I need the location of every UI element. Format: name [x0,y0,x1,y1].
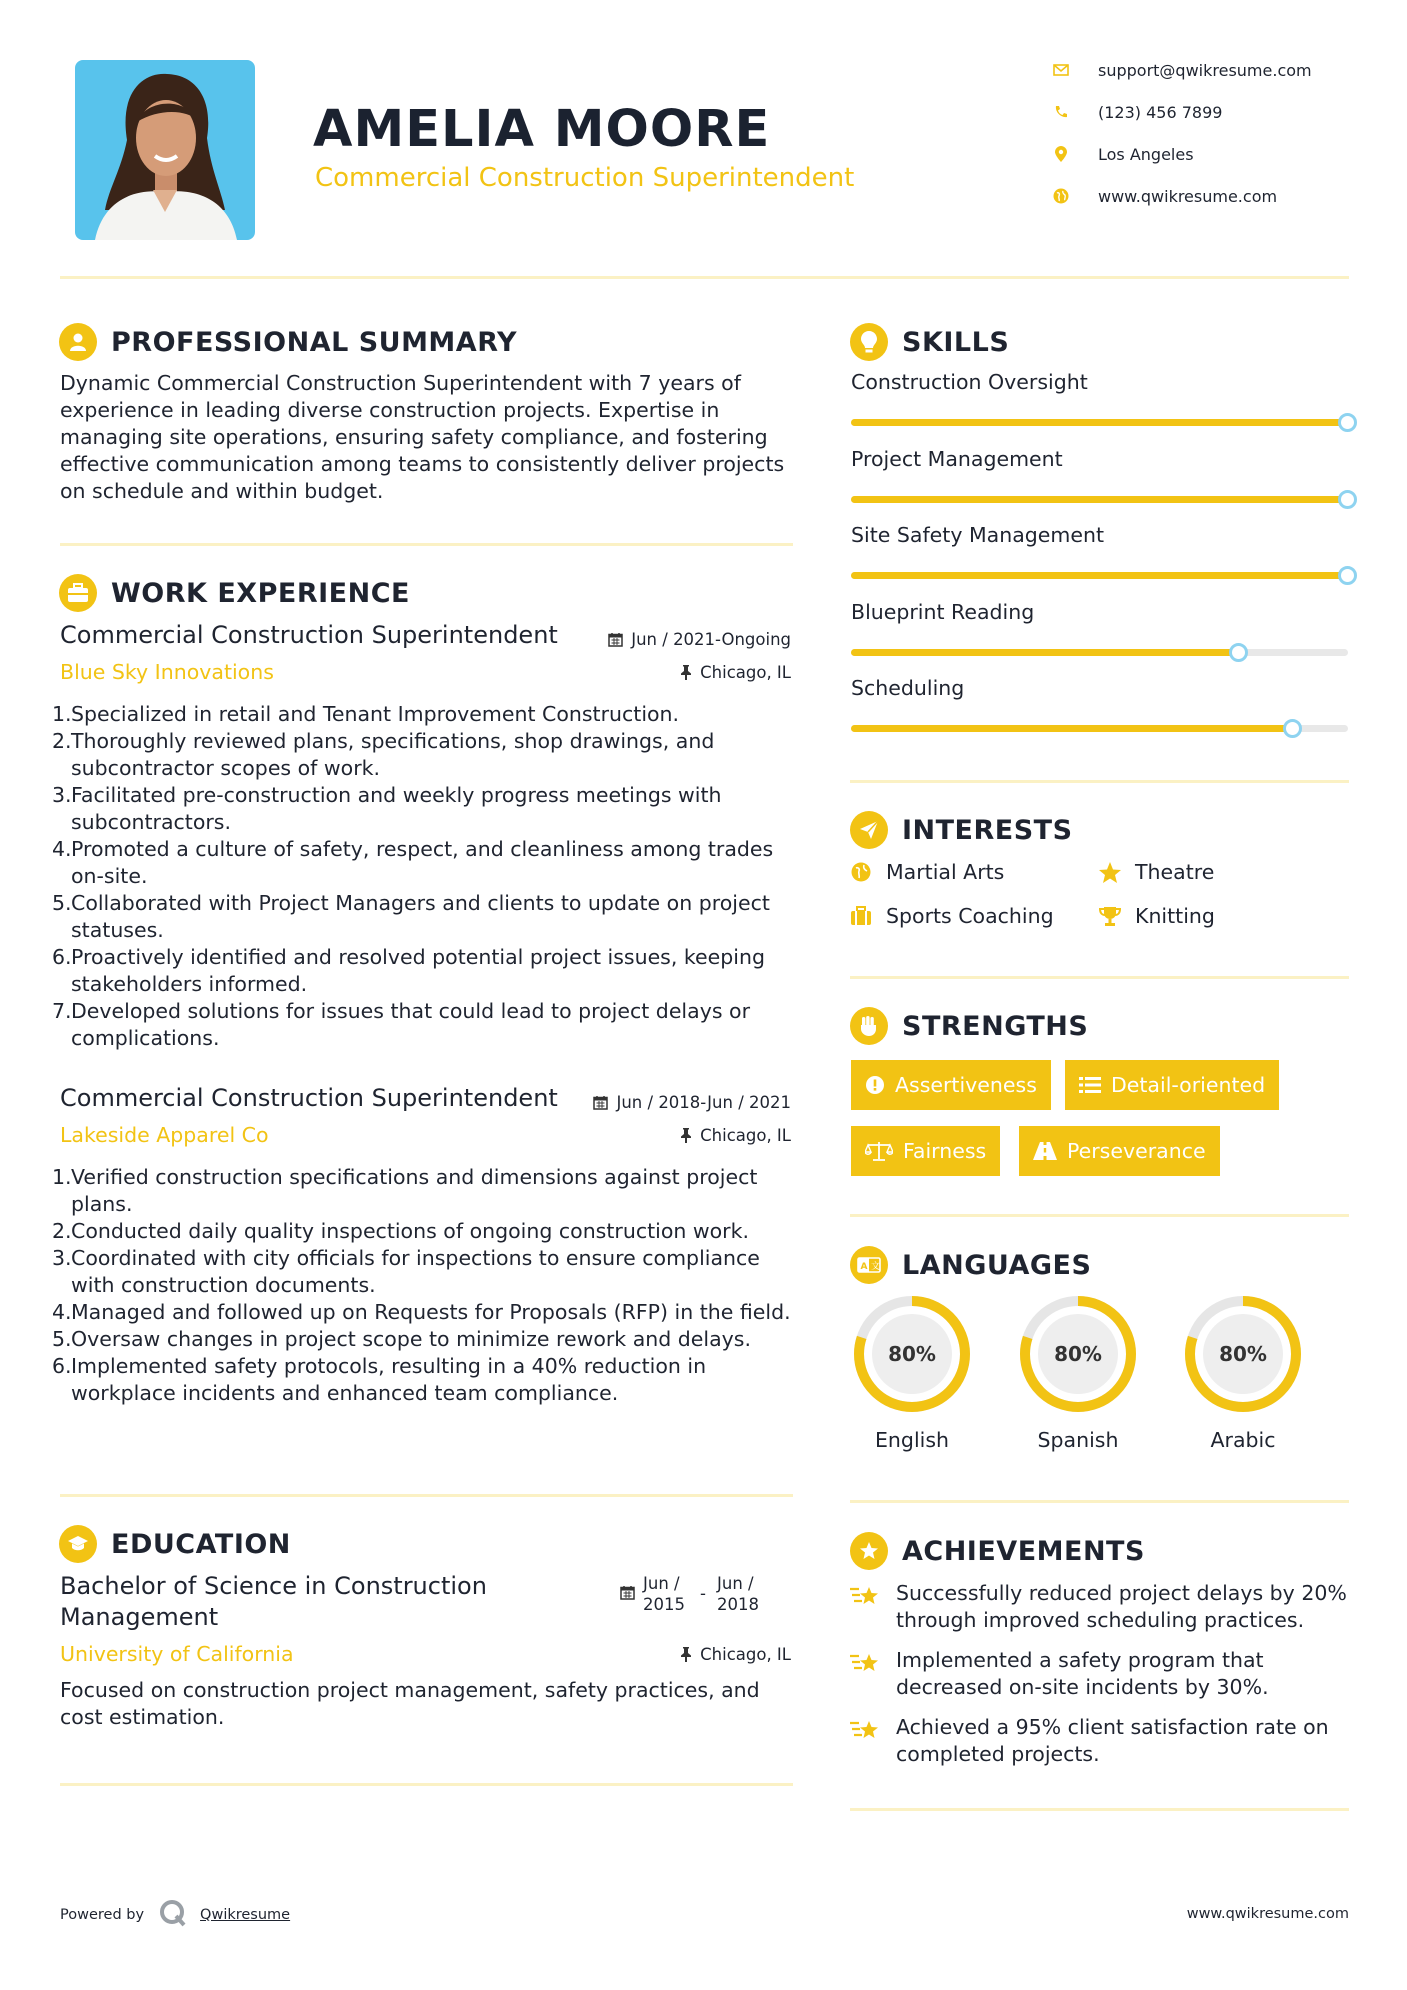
achievement-item [850,1580,1350,1634]
strength-label: Assertiveness [895,1073,1037,1097]
calendar-icon [608,632,623,647]
education-date-start: Jun / 2015 [643,1574,685,1614]
skills-heading [850,322,1009,362]
language-ring [850,1292,974,1416]
skill-bar-knob [1338,490,1357,509]
list-item: 4. Managed and followed up on Requests for Proposals (RFP) in the field. [52,1300,791,1324]
skill-label: Construction Oversight [851,370,1088,394]
achievement-item [850,1647,1350,1701]
strength-label: Perseverance [1067,1139,1206,1163]
list-item: 7. Developed solutions for issues that could lead to project delays or complications. [52,999,750,1050]
job-dates-text: Jun / 2018-Jun / 2021 [616,1093,791,1112]
graduation-cap-icon [59,1525,97,1563]
footer-powered-by [60,1898,290,1932]
globe-icon [850,862,872,882]
list-item: 2. Conducted daily quality inspections of ongoing construction work. [52,1219,750,1243]
education-date-end: Jun / 2018 [717,1574,759,1614]
job-dates [608,630,791,649]
language-percent: 80% [1054,1342,1102,1366]
list-item: 5. Oversaw changes in project scope to minimize rework and delays. [52,1327,751,1351]
skill-bar-knob [1283,719,1302,738]
company-name: Lakeside Apparel Co [60,1123,269,1147]
list-item: 2. Thoroughly reviewed plans, specifications, shop drawings, and subcontractor scopes of work. [52,729,715,780]
interest-item [850,860,1004,884]
powered-by-label: Powered by [60,1907,145,1923]
svg-text:文: 文 [871,1262,881,1272]
skill-bar-knob [1338,413,1357,432]
contact-phone-text: (123) 456 7899 [1098,102,1223,122]
skill-bar-fill [851,419,1348,426]
language-percent: 80% [1219,1342,1267,1366]
date-separator: - [700,1584,706,1603]
language-label: English [874,1428,950,1452]
strength-label: Fairness [903,1139,987,1163]
contact-website-text: www.qwikresume.com [1098,186,1278,206]
education-location-text: Chicago, IL [700,1645,791,1664]
contact-location-text: Los Angeles [1098,144,1194,164]
interest-label: Martial Arts [886,860,1005,884]
language-label: Spanish [1037,1428,1119,1452]
interests-heading [850,810,1073,850]
exclamation-circle-icon [865,1075,885,1095]
language-item [1016,1292,1140,1452]
skill-bar-fill [851,649,1239,656]
globe-icon [1050,185,1072,207]
pushpin-icon [680,665,692,680]
skill-bar [851,649,1348,656]
language-item [850,1292,974,1452]
skill-bar-knob [1338,566,1357,585]
award-star-icon [850,1532,888,1570]
achievement-text: Successfully reduced project delays by 20% through improved scheduling practices. [896,1581,1347,1632]
skill-bar [851,725,1348,732]
interest-label: Sports Coaching [886,904,1054,928]
summary-title: PROFESSIONAL SUMMARY [111,326,518,358]
languages-title: LANGUAGES [902,1249,1092,1281]
interests-divider [850,976,1349,979]
school-name: University of California [60,1642,294,1666]
language-icon [850,1246,888,1284]
strength-tag [1019,1126,1220,1176]
strengths-divider [850,1214,1349,1217]
strength-label: Detail-oriented [1111,1073,1266,1097]
degree-title: Bachelor of Science in Construction Management [60,1572,487,1631]
skill-bar-fill [851,572,1348,579]
skill-bar [851,496,1348,503]
job-title: Commercial Construction Superintendent [60,1084,558,1112]
strength-tag [1065,1060,1279,1110]
header-divider [60,276,1349,279]
skill-label: Site Safety Management [851,523,1105,547]
footer-website[interactable]: www.qwikresume.com [1186,1906,1349,1922]
balance-scale-icon [865,1141,893,1161]
list-item: 4. Promoted a culture of safety, respect, and cleanliness among trades on-site. [52,837,774,888]
job-headline: Commercial Construction Superintendent [315,163,855,193]
interest-item [1099,904,1215,928]
contact-location [1050,139,1350,169]
achievement-text: Achieved a 95% client satisfaction rate on completed projects. [896,1715,1329,1766]
languages-heading [850,1245,1091,1285]
job-title: Commercial Construction Superintendent [60,621,558,649]
education-location [680,1645,791,1664]
brand-link[interactable]: Qwikresume [200,1907,291,1923]
map-pin-icon [1050,143,1072,165]
list-icon [1079,1076,1101,1094]
summary-text: Dynamic Commercial Construction Superintendent with 7 years of experience in leading diverse construction projects. Expertise in managing site operations, ensuring safety compliance, and fostering effective communication among teams to consistently deliver projects on schedule and within budget. [60,371,785,503]
raised-fist-icon [850,1007,888,1045]
job-dates-text: Jun / 2021-Ongoing [631,630,791,649]
skills-title: SKILLS [902,326,1010,358]
briefcase-icon [59,574,97,612]
skill-label: Blueprint Reading [851,600,1035,624]
candidate-name: AMELIA MOORE [313,100,771,159]
achievements-title: ACHIEVEMENTS [902,1535,1145,1567]
language-item [1181,1292,1305,1452]
phone-icon [1050,101,1072,123]
strengths-title: STRENGTHS [902,1010,1089,1042]
list-item: 5. Collaborated with Project Managers and clients to update on project statuses. [52,891,770,942]
work-heading [59,573,410,613]
summary-divider [60,543,793,546]
trophy-icon [1099,906,1121,926]
user-icon [59,323,97,361]
education-heading [59,1524,291,1564]
road-icon [1033,1142,1057,1160]
strength-tag [851,1060,1051,1110]
star-icon [1099,862,1121,883]
job-bullets [52,701,794,1052]
pushpin-icon [680,1128,692,1143]
contact-website[interactable] [1050,181,1350,211]
language-label: Arabic [1210,1428,1276,1452]
strength-tag [851,1126,1000,1176]
calendar-icon [593,1095,608,1110]
interest-label: Theatre [1135,860,1215,884]
work-title: WORK EXPERIENCE [111,577,410,609]
shooting-star-icon [850,1647,882,1701]
education-divider [60,1783,793,1786]
paper-plane-icon [850,811,888,849]
languages-divider [850,1500,1349,1503]
language-ring [1016,1292,1140,1416]
achievement-item [850,1714,1350,1768]
job-dates [593,1093,791,1112]
skill-bar-fill [851,496,1348,503]
skill-bar-fill [851,725,1293,732]
education-title: EDUCATION [111,1528,291,1560]
job-location [680,663,791,682]
shooting-star-icon [850,1580,882,1634]
achievements-divider [850,1808,1349,1811]
pushpin-icon [680,1647,692,1662]
skill-bar-knob [1229,643,1248,662]
profile-photo [75,60,255,240]
list-item: 6. Implemented safety protocols, resulting in a 40% reduction in workplace incidents and enhanced team compliance. [52,1354,707,1405]
achievement-text: Implemented a safety program that decreased on-site incidents by 30%. [896,1648,1269,1699]
summary-heading [59,322,517,362]
list-item: 3. Facilitated pre-construction and weekly progress meetings with subcontractors. [52,783,722,834]
list-item: 6. Proactively identified and resolved potential project issues, keeping stakeholders informed. [52,945,765,996]
skills-divider [850,780,1349,783]
interests-title: INTERESTS [902,814,1073,846]
qwikresume-logo-icon [158,1898,188,1932]
list-item: 1. Specialized in retail and Tenant Improvement Construction. [52,702,680,726]
education-text: Focused on construction project management, safety practices, and cost estimation. [60,1678,760,1729]
skill-label: Scheduling [851,676,965,700]
job-location [680,1126,791,1145]
lightbulb-icon [850,323,888,361]
job-location-text: Chicago, IL [700,663,791,682]
contact-email[interactable] [1050,55,1350,85]
strengths-heading [850,1006,1088,1046]
achievements-heading [850,1531,1145,1571]
company-name: Blue Sky Innovations [60,660,274,684]
envelope-icon [1050,59,1072,81]
skill-label: Project Management [851,447,1063,471]
interest-label: Knitting [1135,904,1215,928]
briefcase-icon [850,906,872,926]
language-percent: 80% [888,1342,936,1366]
interest-item [1099,860,1214,884]
contact-phone[interactable] [1050,97,1350,127]
contact-email-text: support@qwikresume.com [1098,60,1312,80]
interest-item [850,904,1054,928]
list-item: 3. Coordinated with city officials for inspections to ensure compliance with construction documents. [52,1246,760,1297]
language-ring [1181,1292,1305,1416]
shooting-star-icon [850,1714,882,1768]
svg-text:A: A [860,1262,868,1272]
job-location-text: Chicago, IL [700,1126,791,1145]
calendar-icon [620,1585,635,1600]
job-bullets [52,1164,794,1407]
list-item: 1. Verified construction specifications and dimensions against project plans. [52,1165,758,1216]
education-dates [620,1573,763,1615]
skill-bar [851,419,1348,426]
work-divider [60,1494,793,1497]
skill-bar [851,572,1348,579]
